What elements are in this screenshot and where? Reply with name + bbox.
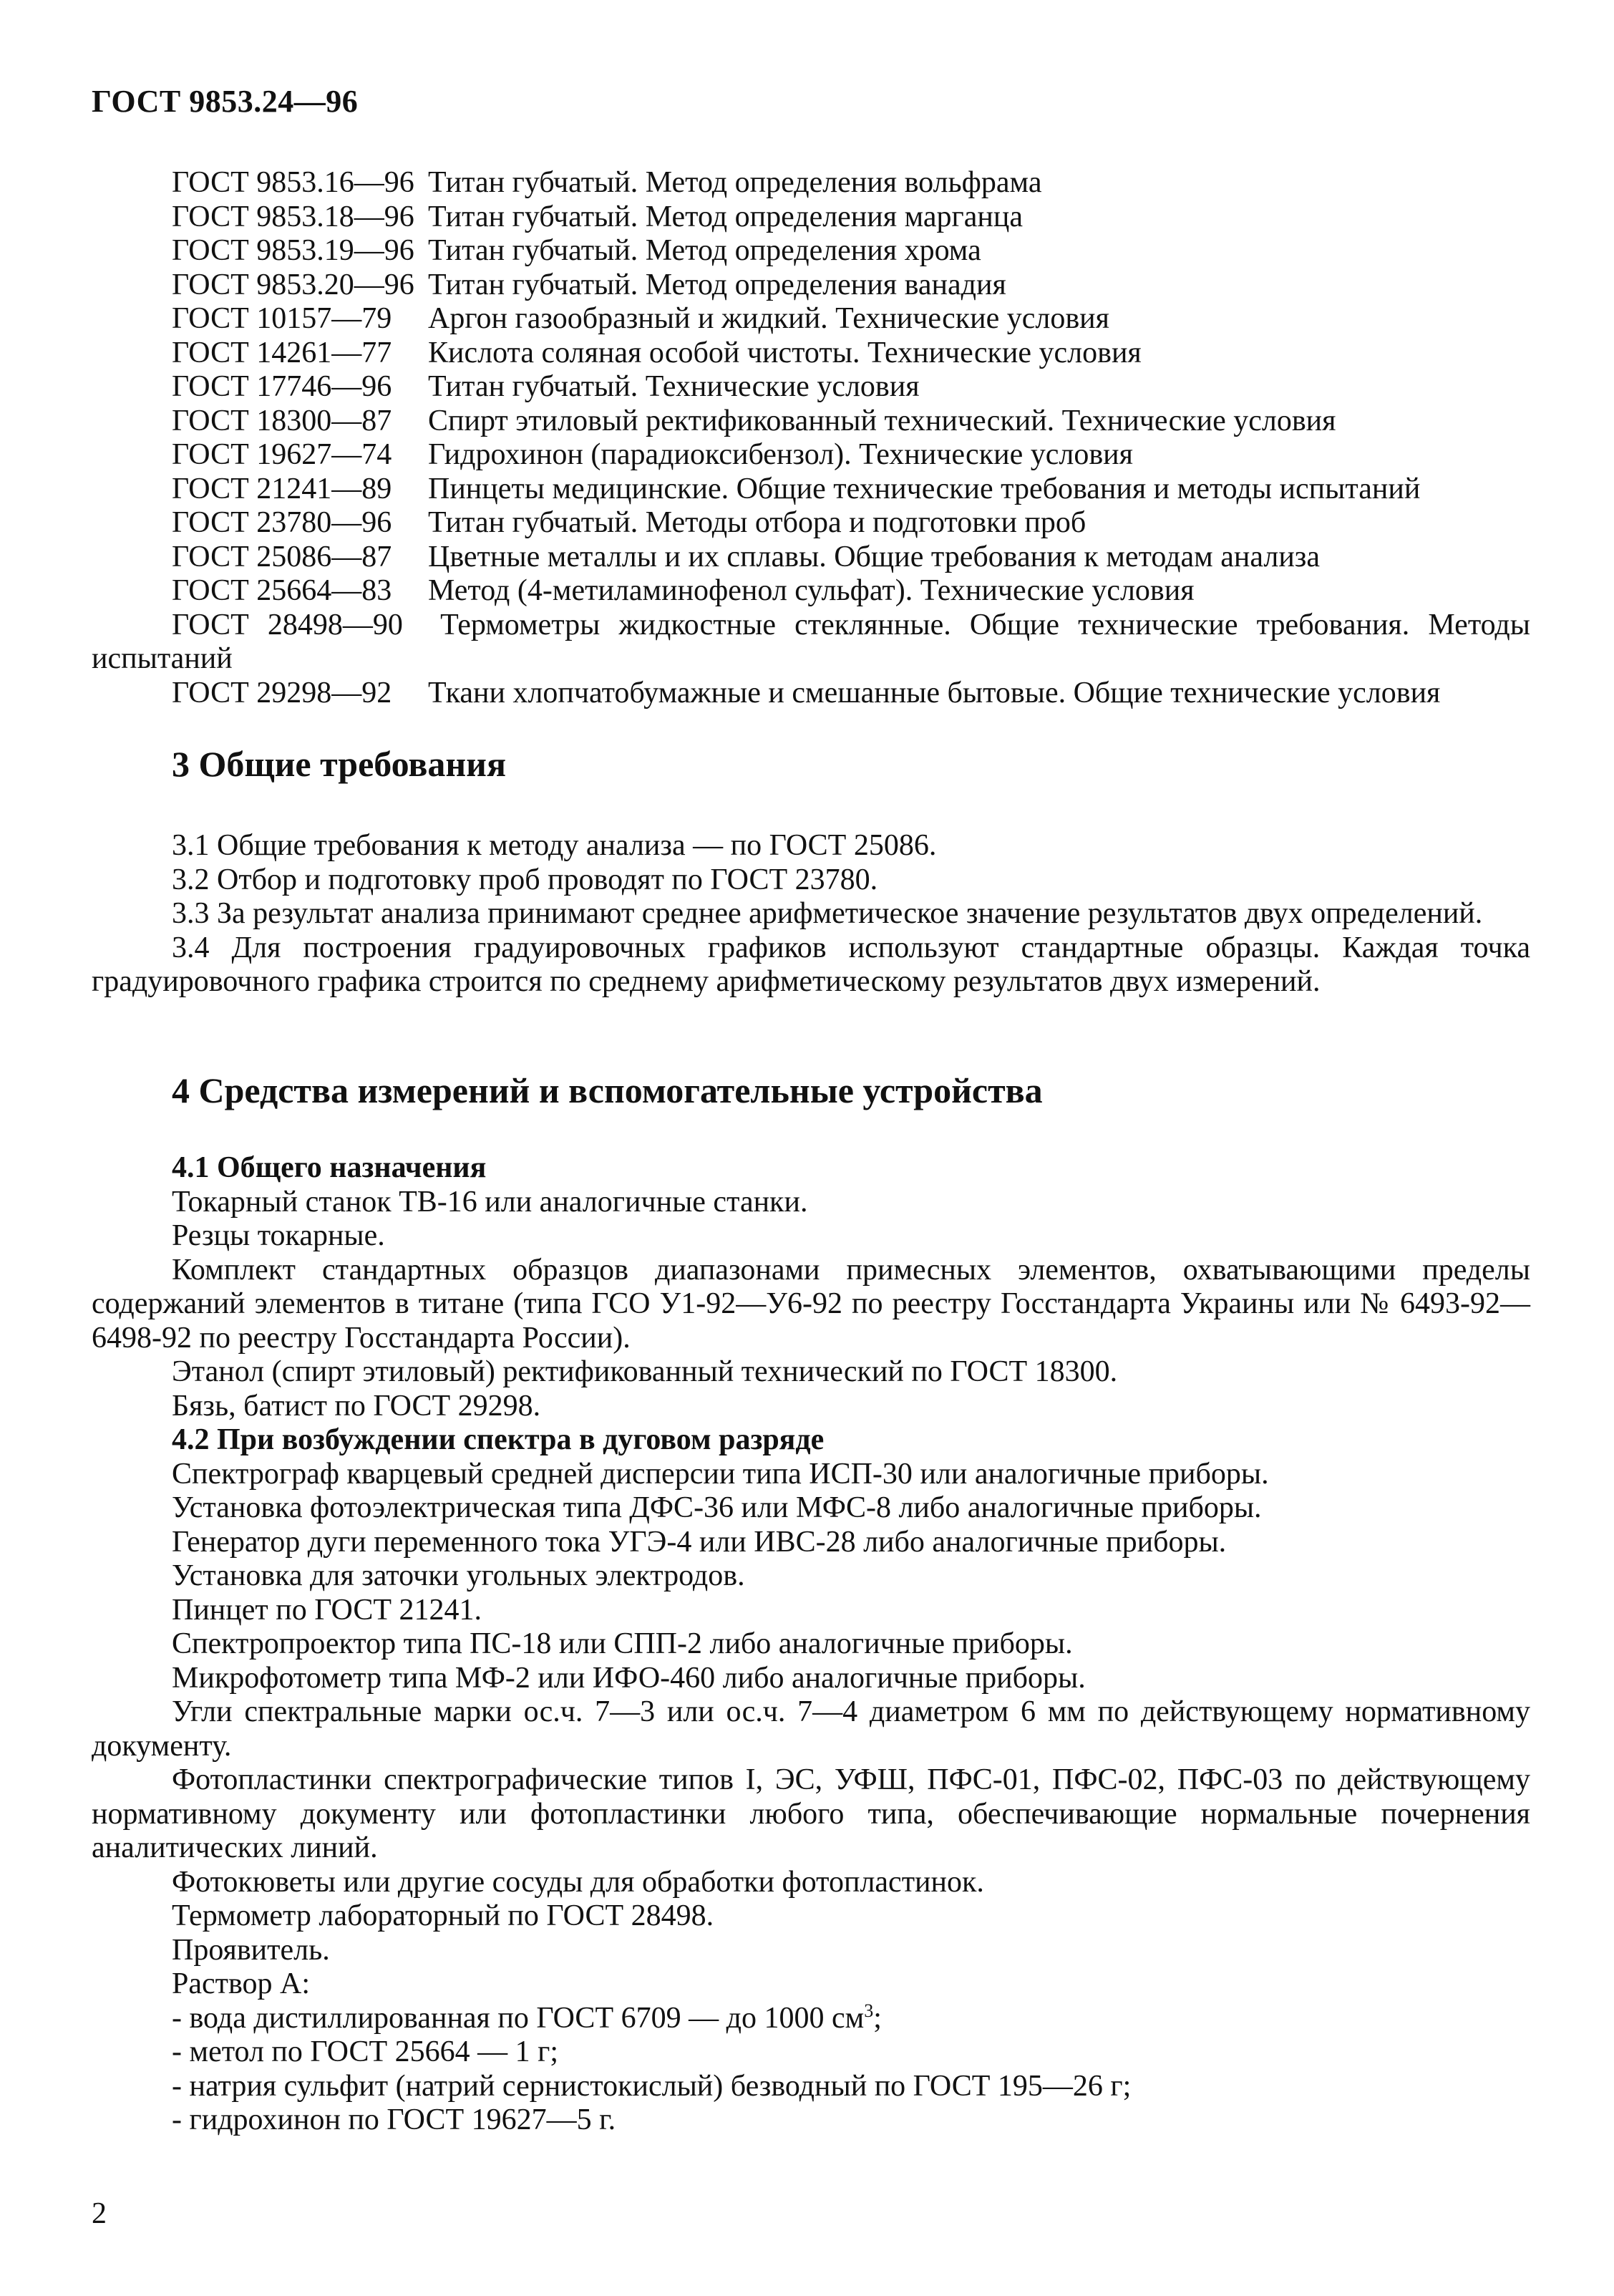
solution-item-text: - вода дистиллированная по ГОСТ 6709 — до 1000 см (172, 2001, 865, 2035)
reference-code: ГОСТ 25086—87 (172, 540, 392, 573)
paragraph: Токарный станок ТВ-16 или аналогичные станки. (172, 1185, 808, 1219)
paragraph: Фотопластинки спектрографические типов I, ЭС, УФШ, ПФС-01, ПФС-02, ПФС-03 по действующему нормативному документу или фотопластинки любого типа, обеспечивающие нормальные почернения аналитических линий. (92, 1763, 1530, 1864)
reference-title: Ткани хлопчатобумажные и смешанные бытовые. Общие технические условия (428, 676, 1441, 709)
reference-item (92, 677, 1530, 711)
paragraph: Спектропроектор типа ПС-18 или СПП-2 либо аналогичные приборы. (172, 1627, 1073, 1660)
solution-item: - гидрохинон по ГОСТ 19627—5 г. (172, 2103, 616, 2136)
reference-code: ГОСТ 28498—90 (172, 608, 403, 641)
reference-item (92, 473, 1530, 507)
reference-title: Метод (4-метиламинофенол сульфат). Технические условия (428, 574, 1195, 607)
paragraph: 3.3 За результат анализа принимают среднее арифметическое значение результатов двух определений. (172, 897, 1483, 930)
solution-item: - натрия сульфит (натрий сернистокислый) безводный по ГОСТ 195—26 г; (172, 2069, 1132, 2103)
reference-item (92, 336, 1530, 371)
paragraph: Резцы токарные. (172, 1219, 385, 1252)
reference-item (92, 574, 1530, 609)
paragraph: Установка для заточки угольных электродов. (172, 1559, 745, 1592)
paragraph: Угли спектральные марки ос.ч. 7—3 или ос.ч. 7—4 диаметром 6 мм по действующему нормативному документу. (92, 1695, 1530, 1763)
reference-code: ГОСТ 29298—92 (172, 676, 392, 709)
reference-code: ГОСТ 9853.18—96 (172, 200, 414, 233)
reference-item (92, 166, 1530, 200)
reference-title: Титан губчатый. Метод определения марганца (428, 200, 1023, 233)
superscript: 3 (864, 2000, 874, 2021)
reference-item (92, 268, 1530, 303)
subsection-heading: 4.2 При возбуждении спектра в дуговом разряде (172, 1423, 825, 1456)
reference-item (92, 506, 1530, 541)
reference-code: ГОСТ 10157—79 (172, 302, 392, 335)
reference-item (92, 541, 1530, 575)
reference-code: ГОСТ 25664—83 (172, 574, 392, 607)
reference-item (92, 609, 1530, 677)
reference-item (92, 200, 1530, 235)
reference-title: Аргон газообразный и жидкий. Технические условия (428, 302, 1109, 335)
reference-code: ГОСТ 21241—89 (172, 472, 392, 505)
reference-title: Пинцеты медицинские. Общие технические требования и методы испытаний (428, 472, 1421, 505)
paragraph: Бязь, батист по ГОСТ 29298. (172, 1389, 541, 1423)
paragraph: 3.4 Для построения градуировочных графиков используют стандартные образцы. Каждая точка градуировочного графика строится по среднему арифметическому результатов двух измерений. (92, 931, 1530, 998)
solution-item (92, 2002, 1530, 2036)
reference-title: Титан губчатый. Метод определения вольфрама (428, 166, 1042, 199)
reference-code: ГОСТ 9853.16—96 (172, 166, 414, 199)
reference-code: ГОСТ 19627—74 (172, 438, 392, 471)
reference-item (92, 438, 1530, 473)
paragraph: Микрофотометр типа МФ-2 или ИФО-460 либо аналогичные приборы. (172, 1661, 1086, 1695)
section-3-body (92, 829, 1530, 999)
reference-title: Титан губчатый. Методы отбора и подготовки проб (428, 506, 1086, 539)
paragraph: 3.2 Отбор и подготовку проб проводят по ГОСТ 23780. (172, 863, 878, 896)
paragraph: Фотокюветы или другие сосуды для обработки фотопластинок. (172, 1865, 984, 1899)
section-4-heading: 4 Средства измерений и вспомогательные устройства (172, 1070, 1043, 1110)
reference-title: Гидрохинон (парадиоксибензол). Технические условия (428, 438, 1133, 471)
paragraph: Пинцет по ГОСТ 21241. (172, 1593, 482, 1627)
subsection-heading: 4.1 Общего назначения (172, 1151, 487, 1184)
paragraph: 3.1 Общие требования к методу анализа — по ГОСТ 25086. (172, 829, 937, 862)
reference-code: ГОСТ 18300—87 (172, 404, 392, 437)
reference-code: ГОСТ 17746—96 (172, 370, 392, 403)
running-header: ГОСТ 9853.24—96 (92, 84, 359, 119)
reference-title: Титан губчатый. Метод определения ванадия (428, 268, 1006, 301)
reference-code: ГОСТ 9853.20—96 (172, 268, 414, 301)
normative-references-list (92, 166, 1530, 710)
reference-code: ГОСТ 9853.19—96 (172, 234, 414, 267)
reference-item (92, 370, 1530, 405)
reference-item (92, 234, 1530, 268)
section-4-body (92, 1151, 1530, 2138)
paragraph: Генератор дуги переменного тока УГЭ-4 или ИВС-28 либо аналогичные приборы. (172, 1525, 1227, 1559)
solution-item-suffix: ; (873, 2001, 882, 2035)
reference-title: Титан губчатый. Технические условия (428, 370, 920, 403)
reference-item (92, 302, 1530, 336)
page-number: 2 (92, 2197, 107, 2230)
paragraph: Комплект стандартных образцов диапазонами примесных элементов, охватывающими пределы содержаний элементов в титане (типа ГСО У1-92—У6-92 по реестру Госстандарта Украины или № 6493-92—6498-92 по реестру Госстандарта России). (92, 1253, 1530, 1355)
reference-code: ГОСТ 14261—77 (172, 336, 392, 369)
reference-title: Термометры жидкостные стеклянные. Общие технические требования. Методы испытаний (92, 608, 1530, 675)
reference-title: Кислота соляная особой чистоты. Технические условия (428, 336, 1142, 369)
paragraph: Установка фотоэлектрическая типа ДФС-36 или МФС-8 либо аналогичные приборы. (172, 1491, 1262, 1524)
paragraph: Этанол (спирт этиловый) ректификованный технический по ГОСТ 18300. (172, 1355, 1118, 1388)
paragraph: Термометр лабораторный по ГОСТ 28498. (172, 1899, 714, 1932)
paragraph: Спектрограф кварцевый средней дисперсии типа ИСП-30 или аналогичные приборы. (172, 1457, 1269, 1491)
paragraph: Проявитель. (172, 1933, 330, 1967)
section-3-heading: 3 Общие требования (172, 744, 507, 784)
reference-code: ГОСТ 23780—96 (172, 506, 392, 539)
reference-title: Спирт этиловый ректификованный технический. Технические условия (428, 404, 1336, 437)
solution-item: - метол по ГОСТ 25664 — 1 г; (172, 2035, 559, 2068)
paragraph: Раствор А: (172, 1967, 311, 2000)
reference-title: Цветные металлы и их сплавы. Общие требования к методам анализа (428, 540, 1321, 573)
reference-title: Титан губчатый. Метод определения хрома (428, 234, 981, 267)
reference-item (92, 405, 1530, 439)
